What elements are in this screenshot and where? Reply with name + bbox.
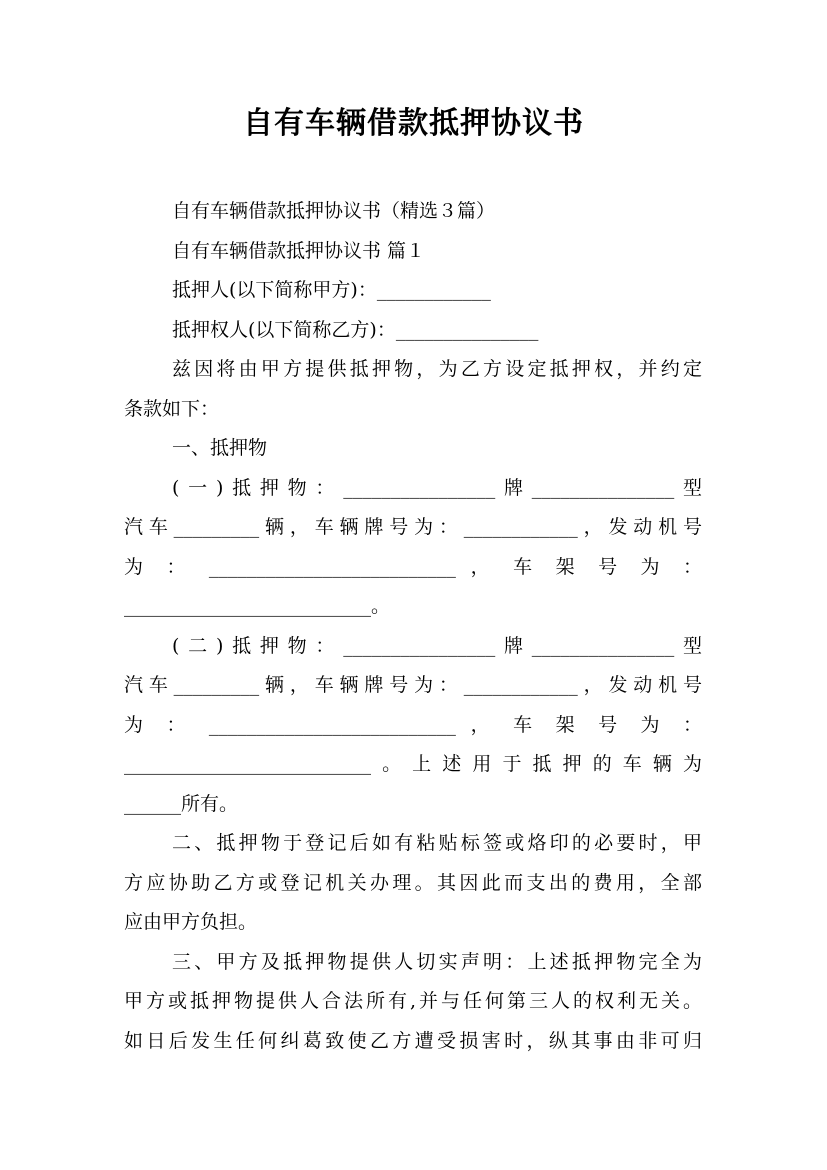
body-line: 自有车辆借款抵押协议书（精选３篇） — [172, 200, 496, 222]
body-line: 为 ： __________________________ ， 车 架 号 为 ： — [124, 555, 702, 578]
body-line: 汽车_________辆，车辆牌号为：____________，发动机号 — [124, 516, 702, 538]
body-line: 抵押人(以下简称甲方)：____________ — [172, 279, 491, 301]
body-line: 抵押权人(以下简称乙方)：_______________ — [172, 318, 539, 341]
body-line: (一)抵押物：________________牌_______________型 — [172, 476, 702, 499]
body-line: 为 ： __________________________ ， 车 架 号 为 ： — [124, 713, 702, 736]
body-line: 条款如下： — [124, 397, 220, 420]
body-line: 甲方或抵押物提供人合法所有,并与任何第三人的权利无关。 — [124, 990, 702, 1012]
body-line: 汽车_________辆，车辆牌号为：____________，发动机号 — [124, 674, 702, 696]
body-line: __________________________。 — [124, 595, 391, 617]
body-line: 三、甲方及抵押物提供人切实声明：上述抵押物完全为 — [172, 950, 702, 973]
document-title: 自有车辆借款抵押协议书 — [243, 106, 584, 141]
body-line: 兹因将由甲方提供抵押物，为乙方设定抵押权，并约定 — [172, 358, 702, 380]
body-line: (二)抵押物：________________牌_______________型 — [172, 634, 702, 657]
body-line: ______所有。 — [124, 792, 239, 815]
body-line: __________________________。上述用于抵押的车辆为 — [124, 753, 702, 775]
body-line: 二、抵押物于登记后如有粘贴标签或烙印的必要时，甲 — [172, 832, 702, 854]
body-line: 应由甲方负担。 — [124, 911, 258, 933]
body-line: 方应协助乙方或登记机关办理。其因此而支出的费用，全部 — [124, 871, 702, 894]
body-line: 一、抵押物 — [172, 437, 268, 459]
body-line: 如日后发生任何纠葛致使乙方遭受损害时，纵其事由非可归 — [124, 1029, 702, 1052]
body-line: 自有车辆借款抵押协议书 篇１ — [172, 239, 426, 262]
document-body — [124, 192, 702, 1061]
